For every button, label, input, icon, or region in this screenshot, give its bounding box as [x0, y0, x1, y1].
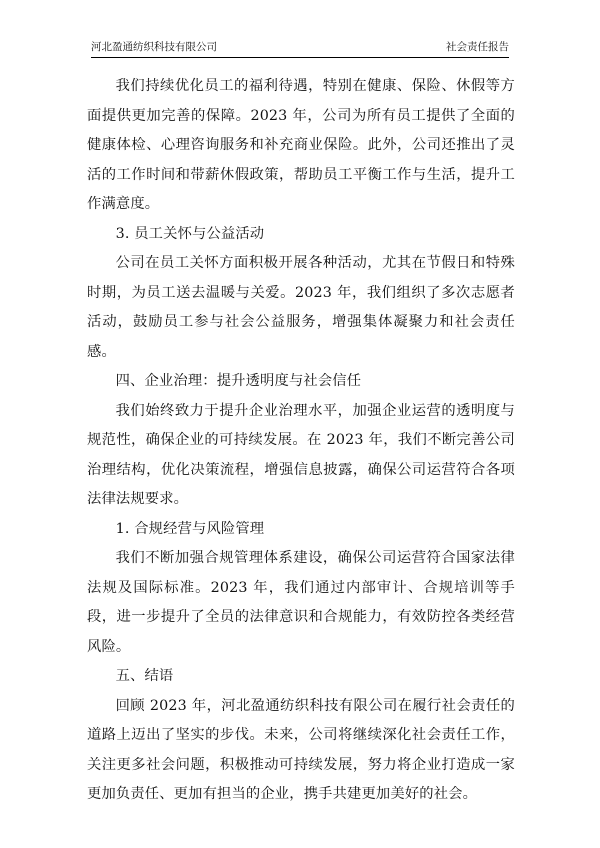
paragraph-employee-benefits: 我们持续优化员工的福利待遇，特别在健康、保险、休假等方面提供更加完善的保障。2023 年，公司为所有员工提供了全面的健康体检、心理咨询服务和补充商业保险。此外，公司还推出了灵活的工作时间和带薪休假政策，帮助员工平衡工作与生活，提升工作满意度。 [87, 78, 515, 212]
section-heading-employee-care: 3. 员工关怀与公益活动 [115, 225, 265, 242]
header-divider [91, 57, 509, 58]
paragraph-compliance: 我们不断加强合规管理体系建设，确保公司运营符合国家法律法规及国际标准。2023 年，我们通过内部审计、合规培训等手段，进一步提升了全员的法律意识和合规能力，有效防控各类经营风险。 [87, 550, 515, 655]
paragraph-employee-care: 公司在员工关怀方面积极开展各种活动，尤其在节假日和特殊时期，为员工送去温暖与关爱。2023 年，我们组织了多次志愿者活动，鼓励员工参与社会公益服务，增强集体凝聚力和社会责任感。 [87, 255, 515, 360]
document-body [87, 72, 515, 810]
section-heading-compliance: 1. 合规经营与风险管理 [115, 520, 265, 537]
page-header [91, 40, 509, 56]
header-document-title: 社会责任报告 [446, 41, 509, 53]
header-company-name: 河北盈通纺织科技有限公司 [91, 41, 217, 53]
section-heading-conclusion: 五、结语 [115, 668, 174, 684]
paragraph-corporate-governance: 我们始终致力于提升企业治理水平，加强企业运营的透明度与规范性，确保企业的可持续发展。在 2023 年，我们不断完善公司治理结构，优化决策流程，增强信息披露，确保公司运营符合各项法律法规要求。 [87, 402, 515, 507]
section-heading-corporate-governance: 四、企业治理：提升透明度与社会信任 [115, 373, 362, 389]
paragraph-conclusion: 回顾 2023 年，河北盈通纺织科技有限公司在履行社会责任的道路上迈出了坚实的步伐。未来，公司将继续深化社会责任工作，关注更多社会问题，积极推动可持续发展，努力将企业打造成一家更加负责任、更加有担当的企业，携手共建更加美好的社会。 [87, 697, 515, 802]
